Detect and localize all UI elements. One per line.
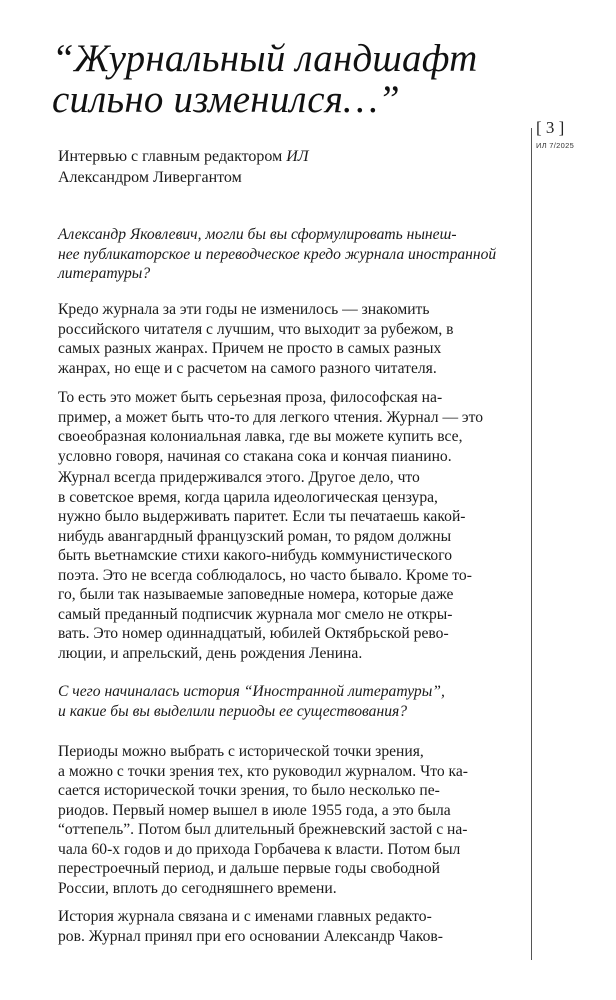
paragraph-line: История журнала связана и с именами главных редакто- <box>58 908 432 925</box>
paragraph-line: условно говоря, начиная со стакана сока и кончая пианино. <box>58 447 452 465</box>
paragraph-line: самый преданный подписчик журнала мог смело не откры- <box>58 605 453 623</box>
interview-question <box>58 225 516 284</box>
paragraph-line: перестроечный период, и дальше первые годы свободной <box>58 860 441 877</box>
paragraph-line: в советское время, когда царила идеологическая цензура, <box>58 488 438 506</box>
paragraph-line: пример, а может быть что-то для легкого чтения. Журнал — это <box>58 408 484 426</box>
paragraph-line: Периоды можно выбрать с исторической точки зрения, <box>58 743 424 760</box>
paragraph-line: быть вьетнамские стихи какого-нибудь коммунистического <box>58 547 453 564</box>
paragraph-line: российского читателя с лучшим, что выходит за рубежом, в <box>58 320 454 338</box>
answer-paragraph <box>58 907 516 946</box>
paragraph-line: своеобразная колониальная лавка, где вы можете купить все, <box>58 428 463 445</box>
journal-abbrev: ИЛ <box>286 148 309 165</box>
paragraph-line: То есть это может быть серьезная проза, философская на- <box>58 389 443 406</box>
paragraph-line: Кредо журнала за эти годы не изменилось — знакомить <box>58 301 430 318</box>
answer-paragraph <box>58 388 516 466</box>
margin-rule <box>531 128 532 960</box>
interview-question <box>58 682 516 721</box>
paragraph-line: люции, и апрельский, день рождения Ленина. <box>58 644 363 662</box>
paragraph-line: “оттепель”. Потом был длительный брежневский застой с на- <box>58 821 468 838</box>
question-line: и какие бы вы выделили периоды ее существования? <box>58 702 408 720</box>
paragraph-line: поэта. Это не всегда соблюдалось, но часто бывало. Кроме то- <box>58 566 472 584</box>
paragraph-line: го, были так называемые заповедные номера, которые даже <box>58 586 454 603</box>
paragraph-line: чала 60-х годов и до прихода Горбачева к власти. Потом был <box>58 840 461 858</box>
paragraph-line: риодов. Первый номер вышел в июле 1955 года, а это была <box>58 801 451 819</box>
title-line: “Журнальный ландшафт <box>52 37 478 80</box>
question-line: С чего начиналась история “Иностранной литературы”, <box>58 683 445 700</box>
article-subtitle <box>58 146 478 188</box>
paragraph-line: вать. Это номер одиннадцатый, юбилей Октябрьской рево- <box>58 625 449 642</box>
subtitle-text: Интервью с главным редактором <box>58 148 287 165</box>
title-line: сильно изменился…” <box>52 78 400 121</box>
paragraph-line: самых разных жанрах. Причем не просто в самых разных <box>58 340 442 357</box>
paragraph-line: ров. Журнал принял при его основании Александр Чаков- <box>58 927 443 945</box>
answer-paragraph <box>58 300 516 378</box>
answer-paragraph <box>58 468 516 663</box>
paragraph-line: а можно с точки зрения тех, кто руководил журналом. Что ка- <box>58 762 468 780</box>
paragraph-line: нибудь авангардный французский роман, то рядом должны <box>58 527 452 545</box>
paragraph-line: России, вплоть до сегодняшнего времени. <box>58 879 337 897</box>
paragraph-line: Журнал всегда придерживался этого. Другое дело, что <box>58 469 420 486</box>
paragraph-line: сается исторической точки зрения, то было несколько пе- <box>58 782 440 799</box>
article-title <box>52 38 492 120</box>
paragraph-line: нужно было выдерживать паритет. Если ты печатаешь какой- <box>58 508 466 525</box>
issue-label: ИЛ 7/2025 <box>536 141 575 150</box>
answer-paragraph <box>58 742 516 898</box>
question-line: нее публикаторское и переводческое кредо журнала иностранной <box>58 245 497 263</box>
subtitle-line: Александром Ливергантом <box>58 169 242 186</box>
page-number: [ 3 ] <box>536 118 565 137</box>
question-line: литературы? <box>58 265 151 282</box>
paragraph-line: жанрах, но еще и с расчетом на самого разного читателя. <box>58 359 437 377</box>
question-line: Александр Яковлевич, могли бы вы сформулировать нынеш- <box>58 226 457 243</box>
subtitle-line <box>58 146 478 167</box>
